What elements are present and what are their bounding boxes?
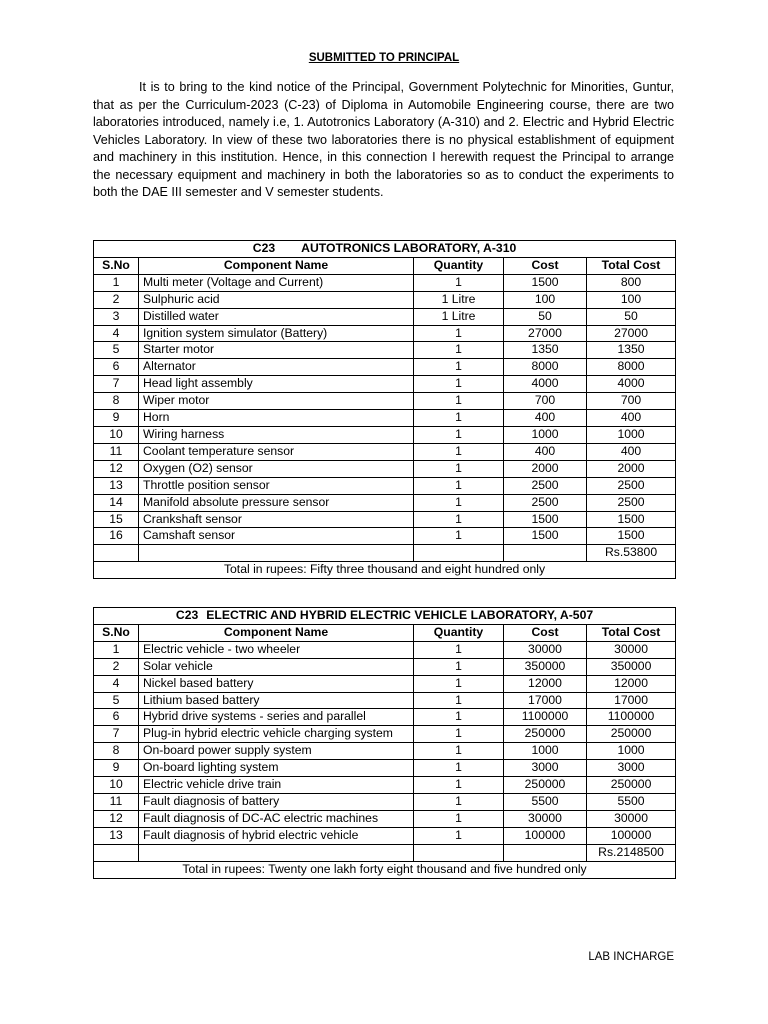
cell-sno: 7: [94, 726, 139, 743]
cell-quantity: 1: [414, 511, 504, 528]
table-row: [94, 692, 676, 709]
table-row: [94, 777, 676, 794]
cell-cost: 4000: [504, 376, 587, 393]
header-total-cost: Total Cost: [587, 257, 676, 274]
ev-lab-table: [93, 607, 676, 879]
cell-total-cost: 100: [587, 291, 676, 308]
table-row: [94, 477, 676, 494]
cell-cost: 8000: [504, 359, 587, 376]
document-title: SUBMITTED TO PRINCIPAL: [308, 52, 460, 64]
table-row: [94, 658, 676, 675]
cell-component-name: Distilled water: [139, 308, 414, 325]
cell-sno: 1: [94, 274, 139, 291]
table-row: [94, 793, 676, 810]
cell-cost: 2500: [504, 494, 587, 511]
cell-cost: 27000: [504, 325, 587, 342]
cell-sno: 3: [94, 308, 139, 325]
header-cost: Cost: [504, 624, 587, 641]
cell-quantity: 1 Litre: [414, 308, 504, 325]
table-row: [94, 810, 676, 827]
header-sno: S.No: [94, 257, 139, 274]
cell-total-cost: 1500: [587, 528, 676, 545]
cell-component-name: Throttle position sensor: [139, 477, 414, 494]
cell-quantity: 1: [414, 443, 504, 460]
cell-sno: 4: [94, 325, 139, 342]
cell-sno: 10: [94, 777, 139, 794]
cell-total-cost: 1500: [587, 511, 676, 528]
cell-cost: 700: [504, 393, 587, 410]
cell-cost: 1500: [504, 528, 587, 545]
cell-cost: 50: [504, 308, 587, 325]
table-row: [94, 342, 676, 359]
table-row: [94, 494, 676, 511]
table-row: [94, 274, 676, 291]
cell-total-cost: 17000: [587, 692, 676, 709]
cell-total-cost: 8000: [587, 359, 676, 376]
table-row: [94, 291, 676, 308]
cell-component-name: Horn: [139, 410, 414, 427]
cell-quantity: 1: [414, 393, 504, 410]
cell-component-name: Lithium based battery: [139, 692, 414, 709]
table-row: [94, 410, 676, 427]
table-row: [94, 325, 676, 342]
cell-quantity: 1: [414, 460, 504, 477]
cell-quantity: 1: [414, 743, 504, 760]
cell-quantity: 1: [414, 709, 504, 726]
cell-sno: 9: [94, 760, 139, 777]
cell-sno: 12: [94, 460, 139, 477]
table-row: [94, 393, 676, 410]
cell-total-cost: 2500: [587, 494, 676, 511]
cell-quantity: 1: [414, 793, 504, 810]
cell-quantity: 1: [414, 274, 504, 291]
cell-total-cost: 700: [587, 393, 676, 410]
table-row: [94, 443, 676, 460]
intro-paragraph: [93, 79, 674, 202]
cell-sno: 12: [94, 810, 139, 827]
cell-component-name: Wiring harness: [139, 426, 414, 443]
cell-cost: 1000: [504, 743, 587, 760]
cell-sno: 11: [94, 443, 139, 460]
cell-total-cost: 1000: [587, 426, 676, 443]
cell-cost: 250000: [504, 726, 587, 743]
cell-cost: 100: [504, 291, 587, 308]
cell-cost: 30000: [504, 641, 587, 658]
cell-total-cost: 1100000: [587, 709, 676, 726]
cell-quantity: 1: [414, 325, 504, 342]
cell-component-name: Starter motor: [139, 342, 414, 359]
cell-quantity: 1: [414, 426, 504, 443]
cell-component-name: Fault diagnosis of DC-AC electric machines: [139, 810, 414, 827]
cell-component-name: Coolant temperature sensor: [139, 443, 414, 460]
header-total-cost: Total Cost: [587, 624, 676, 641]
cell-total-cost: 350000: [587, 658, 676, 675]
cell-quantity: 1: [414, 760, 504, 777]
cell-component-name: Fault diagnosis of hybrid electric vehicle: [139, 827, 414, 844]
table2-grand-total: Rs.2148500: [587, 844, 676, 861]
cell-component-name: Hybrid drive systems - series and parallel: [139, 709, 414, 726]
cell-quantity: 1: [414, 658, 504, 675]
cell-sno: 6: [94, 709, 139, 726]
table1-grand-total: Rs.53800: [587, 545, 676, 562]
cell-cost: 2500: [504, 477, 587, 494]
cell-cost: 17000: [504, 692, 587, 709]
table-row: [94, 641, 676, 658]
autotronics-lab-table: [93, 240, 676, 579]
cell-total-cost: 30000: [587, 810, 676, 827]
cell-total-cost: 5500: [587, 793, 676, 810]
cell-quantity: 1: [414, 410, 504, 427]
cell-quantity: 1: [414, 827, 504, 844]
header-sno: S.No: [94, 624, 139, 641]
cell-component-name: Crankshaft sensor: [139, 511, 414, 528]
cell-component-name: Sulphuric acid: [139, 291, 414, 308]
cell-component-name: Oxygen (O2) sensor: [139, 460, 414, 477]
cell-component-name: Head light assembly: [139, 376, 414, 393]
cell-sno: 2: [94, 658, 139, 675]
cell-cost: 1500: [504, 274, 587, 291]
cell-cost: 250000: [504, 777, 587, 794]
cell-total-cost: 250000: [587, 726, 676, 743]
lab-incharge-signature: LAB INCHARGE: [588, 951, 674, 963]
cell-component-name: Multi meter (Voltage and Current): [139, 274, 414, 291]
cell-cost: 1000: [504, 426, 587, 443]
cell-sno: 8: [94, 393, 139, 410]
table-row: [94, 675, 676, 692]
table-row: [94, 726, 676, 743]
cell-total-cost: 1350: [587, 342, 676, 359]
table-row: [94, 460, 676, 477]
cell-sno: 7: [94, 376, 139, 393]
cell-quantity: 1: [414, 692, 504, 709]
cell-component-name: Ignition system simulator (Battery): [139, 325, 414, 342]
cell-quantity: 1 Litre: [414, 291, 504, 308]
table-row: [94, 528, 676, 545]
cell-quantity: 1: [414, 726, 504, 743]
cell-total-cost: 100000: [587, 827, 676, 844]
cell-cost: 30000: [504, 810, 587, 827]
header-quantity: Quantity: [414, 624, 504, 641]
cell-sno: 1: [94, 641, 139, 658]
cell-quantity: 1: [414, 528, 504, 545]
cell-cost: 400: [504, 410, 587, 427]
cell-component-name: Wiper motor: [139, 393, 414, 410]
table2-title: C23 ELECTRIC AND HYBRID ELECTRIC VEHICLE LABORATORY, A-507: [94, 608, 676, 625]
table-row: [94, 376, 676, 393]
cell-sno: 5: [94, 692, 139, 709]
cell-sno: 8: [94, 743, 139, 760]
cell-total-cost: 250000: [587, 777, 676, 794]
table-row: [94, 760, 676, 777]
header-quantity: Quantity: [414, 257, 504, 274]
header-component: Component Name: [139, 257, 414, 274]
header-cost: Cost: [504, 257, 587, 274]
cell-quantity: 1: [414, 376, 504, 393]
cell-sno: 11: [94, 793, 139, 810]
table-row: [94, 827, 676, 844]
cell-sno: 2: [94, 291, 139, 308]
cell-cost: 5500: [504, 793, 587, 810]
cell-sno: 15: [94, 511, 139, 528]
cell-component-name: Electric vehicle - two wheeler: [139, 641, 414, 658]
cell-cost: 1100000: [504, 709, 587, 726]
cell-component-name: Plug-in hybrid electric vehicle charging system: [139, 726, 414, 743]
cell-component-name: Camshaft sensor: [139, 528, 414, 545]
cell-sno: 9: [94, 410, 139, 427]
intro-text: It is to bring to the kind notice of the Principal, Government Polytechnic for Minorities, Guntur, that as per the Curriculum-2023 (C-23) of Diploma in Automobile Engineering course, there are two laboratories introduced, namely i.e, 1. Autotronics Laboratory (A-310) and 2. Electric and Hybrid Electric Vehicles Laboratory. In view of these two laboratories there is no physical establishment of equipment and machinery in this institution. Hence, in this connection I herewith request the Principal to arrange the necessary equipment and machinery in both the laboratories so as to conduct the experiments to both the DAE III semester and V semester students.: [93, 80, 674, 199]
cell-total-cost: 27000: [587, 325, 676, 342]
cell-sno: 5: [94, 342, 139, 359]
cell-sno: 16: [94, 528, 139, 545]
cell-cost: 1350: [504, 342, 587, 359]
table-row: [94, 308, 676, 325]
cell-sno: 13: [94, 827, 139, 844]
cell-sno: 4: [94, 675, 139, 692]
cell-total-cost: 30000: [587, 641, 676, 658]
cell-cost: 12000: [504, 675, 587, 692]
cell-quantity: 1: [414, 494, 504, 511]
cell-total-cost: 2500: [587, 477, 676, 494]
cell-total-cost: 12000: [587, 675, 676, 692]
table1-total-words: Total in rupees: Fifty three thousand and eight hundred only: [94, 562, 676, 579]
cell-cost: 400: [504, 443, 587, 460]
cell-sno: 14: [94, 494, 139, 511]
cell-total-cost: 400: [587, 443, 676, 460]
cell-quantity: 1: [414, 675, 504, 692]
cell-component-name: On-board power supply system: [139, 743, 414, 760]
cell-quantity: 1: [414, 810, 504, 827]
cell-cost: 1500: [504, 511, 587, 528]
cell-component-name: Solar vehicle: [139, 658, 414, 675]
table-row: [94, 511, 676, 528]
cell-total-cost: 800: [587, 274, 676, 291]
cell-cost: 350000: [504, 658, 587, 675]
cell-component-name: Electric vehicle drive train: [139, 777, 414, 794]
table-row: [94, 709, 676, 726]
cell-total-cost: 2000: [587, 460, 676, 477]
table2-total-words: Total in rupees: Twenty one lakh forty eight thousand and five hundred only: [94, 861, 676, 878]
cell-cost: 2000: [504, 460, 587, 477]
cell-sno: 6: [94, 359, 139, 376]
cell-total-cost: 4000: [587, 376, 676, 393]
cell-component-name: Manifold absolute pressure sensor: [139, 494, 414, 511]
cell-quantity: 1: [414, 777, 504, 794]
table-row: [94, 743, 676, 760]
header-component: Component Name: [139, 624, 414, 641]
cell-component-name: Fault diagnosis of battery: [139, 793, 414, 810]
cell-sno: 10: [94, 426, 139, 443]
cell-component-name: Alternator: [139, 359, 414, 376]
table-row: [94, 359, 676, 376]
cell-cost: 3000: [504, 760, 587, 777]
cell-component-name: Nickel based battery: [139, 675, 414, 692]
table-row: [94, 426, 676, 443]
cell-sno: 13: [94, 477, 139, 494]
cell-quantity: 1: [414, 641, 504, 658]
cell-total-cost: 3000: [587, 760, 676, 777]
cell-total-cost: 1000: [587, 743, 676, 760]
cell-quantity: 1: [414, 342, 504, 359]
cell-total-cost: 400: [587, 410, 676, 427]
cell-quantity: 1: [414, 359, 504, 376]
table1-title: C23 AUTOTRONICS LABORATORY, A-310: [94, 241, 676, 258]
cell-total-cost: 50: [587, 308, 676, 325]
cell-quantity: 1: [414, 477, 504, 494]
cell-cost: 100000: [504, 827, 587, 844]
cell-component-name: On-board lighting system: [139, 760, 414, 777]
